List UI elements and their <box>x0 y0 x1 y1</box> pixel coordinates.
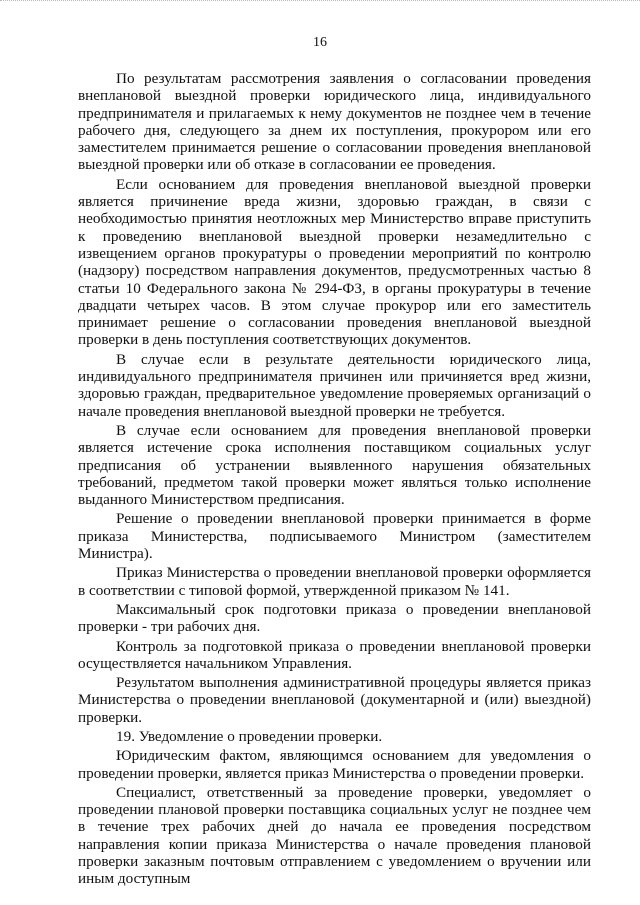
paragraph-harm-grounds: Если основанием для проведения внеплановой выездной проверки является причинение вреда жизни, здоровью граждан, в связи с необходимостью принятия неотложных мер Министерство вправе приступить к проведению внеплановой выездной проверки незамедлительно с извещением органов прокуратуры о проведении мероприятий по контролю (надзору) посредством направления документов, предусмотренных частью 8 статьи 10 Федерального закона № 294-ФЗ, в органы прокуратуры в течение двадцати четырех часов. В этом случае прокурор или его заместитель принимает решение о согласовании проведения внеплановой выездной проверки в день поступления соответствующих документов. <box>78 175 591 349</box>
paragraph-specialist-notifies: Специалист, ответственный за проведение проверки, уведомляет о проведении плановой проверки поставщика социальных услуг не позднее чем в течение трех рабочих дней до начала ее проведения посредством направления копии приказа Министерства о начале проведения плановой проверки заказным почтовым отправлением с уведомлением о вручении или иным доступным <box>78 783 591 888</box>
body-text <box>78 70 591 888</box>
page-number: 16 <box>313 35 327 50</box>
paragraph-legal-fact: Юридическим фактом, являющимся основанием для уведомления о проведении проверки, является приказ Министерства о проведении проверки. <box>78 747 591 782</box>
paragraph-control: Контроль за подготовкой приказа о проведении внеплановой проверки осуществляется начальником Управления. <box>78 637 591 672</box>
paragraph-result: Результатом выполнения административной процедуры является приказ Министерства о проведении внеплановой (документарной и (или) выездной) проверки. <box>78 674 591 726</box>
paragraph-max-term: Максимальный срок подготовки приказа о проведении внеплановой проверки - три рабочих дня. <box>78 600 591 636</box>
paragraph-decision-form: Решение о проведении внеплановой проверки принимается в форме приказа Министерства, подписываемого Министром (заместителем Министра). <box>78 510 591 563</box>
paragraph-no-prior-notice: В случае если в результате деятельности юридического лица, индивидуального предпринимателя причинен или причиняется вред жизни, здоровью граждан, предварительное уведомление проверяемых организаций о начале проведения внеплановой выездной проверки не требуется. <box>78 350 591 420</box>
section-heading-notification: 19. Уведомление о проведении проверки. <box>116 727 383 745</box>
paragraph-approval-decision: По результатам рассмотрения заявления о согласовании проведения внеплановой выездной проверки юридического лица, индивидуального предпринимателя и прилагаемых к нему документов не позднее чем в течение рабочего дня, следующего за днем их поступления, прокурором или его заместителем принимается решение о согласовании проведения внеплановой выездной проверки или об отказе в согласовании ее проведения. <box>78 70 591 174</box>
scan-edge-divider <box>0 0 640 5</box>
paragraph-order-template: Приказ Министерства о проведении внеплановой проверки оформляется в соответствии с типовой формой, утвержденной приказом № 141. <box>78 564 591 599</box>
paragraph-order-expiry: В случае если основанием для проведения внеплановой проверки является истечение срока исполнения поставщиком социальных услуг предписания об устранении выявленного нарушения обязательных требований, предметом такой проверки может являться только исполнение выданного Министерством предписания. <box>78 421 591 509</box>
